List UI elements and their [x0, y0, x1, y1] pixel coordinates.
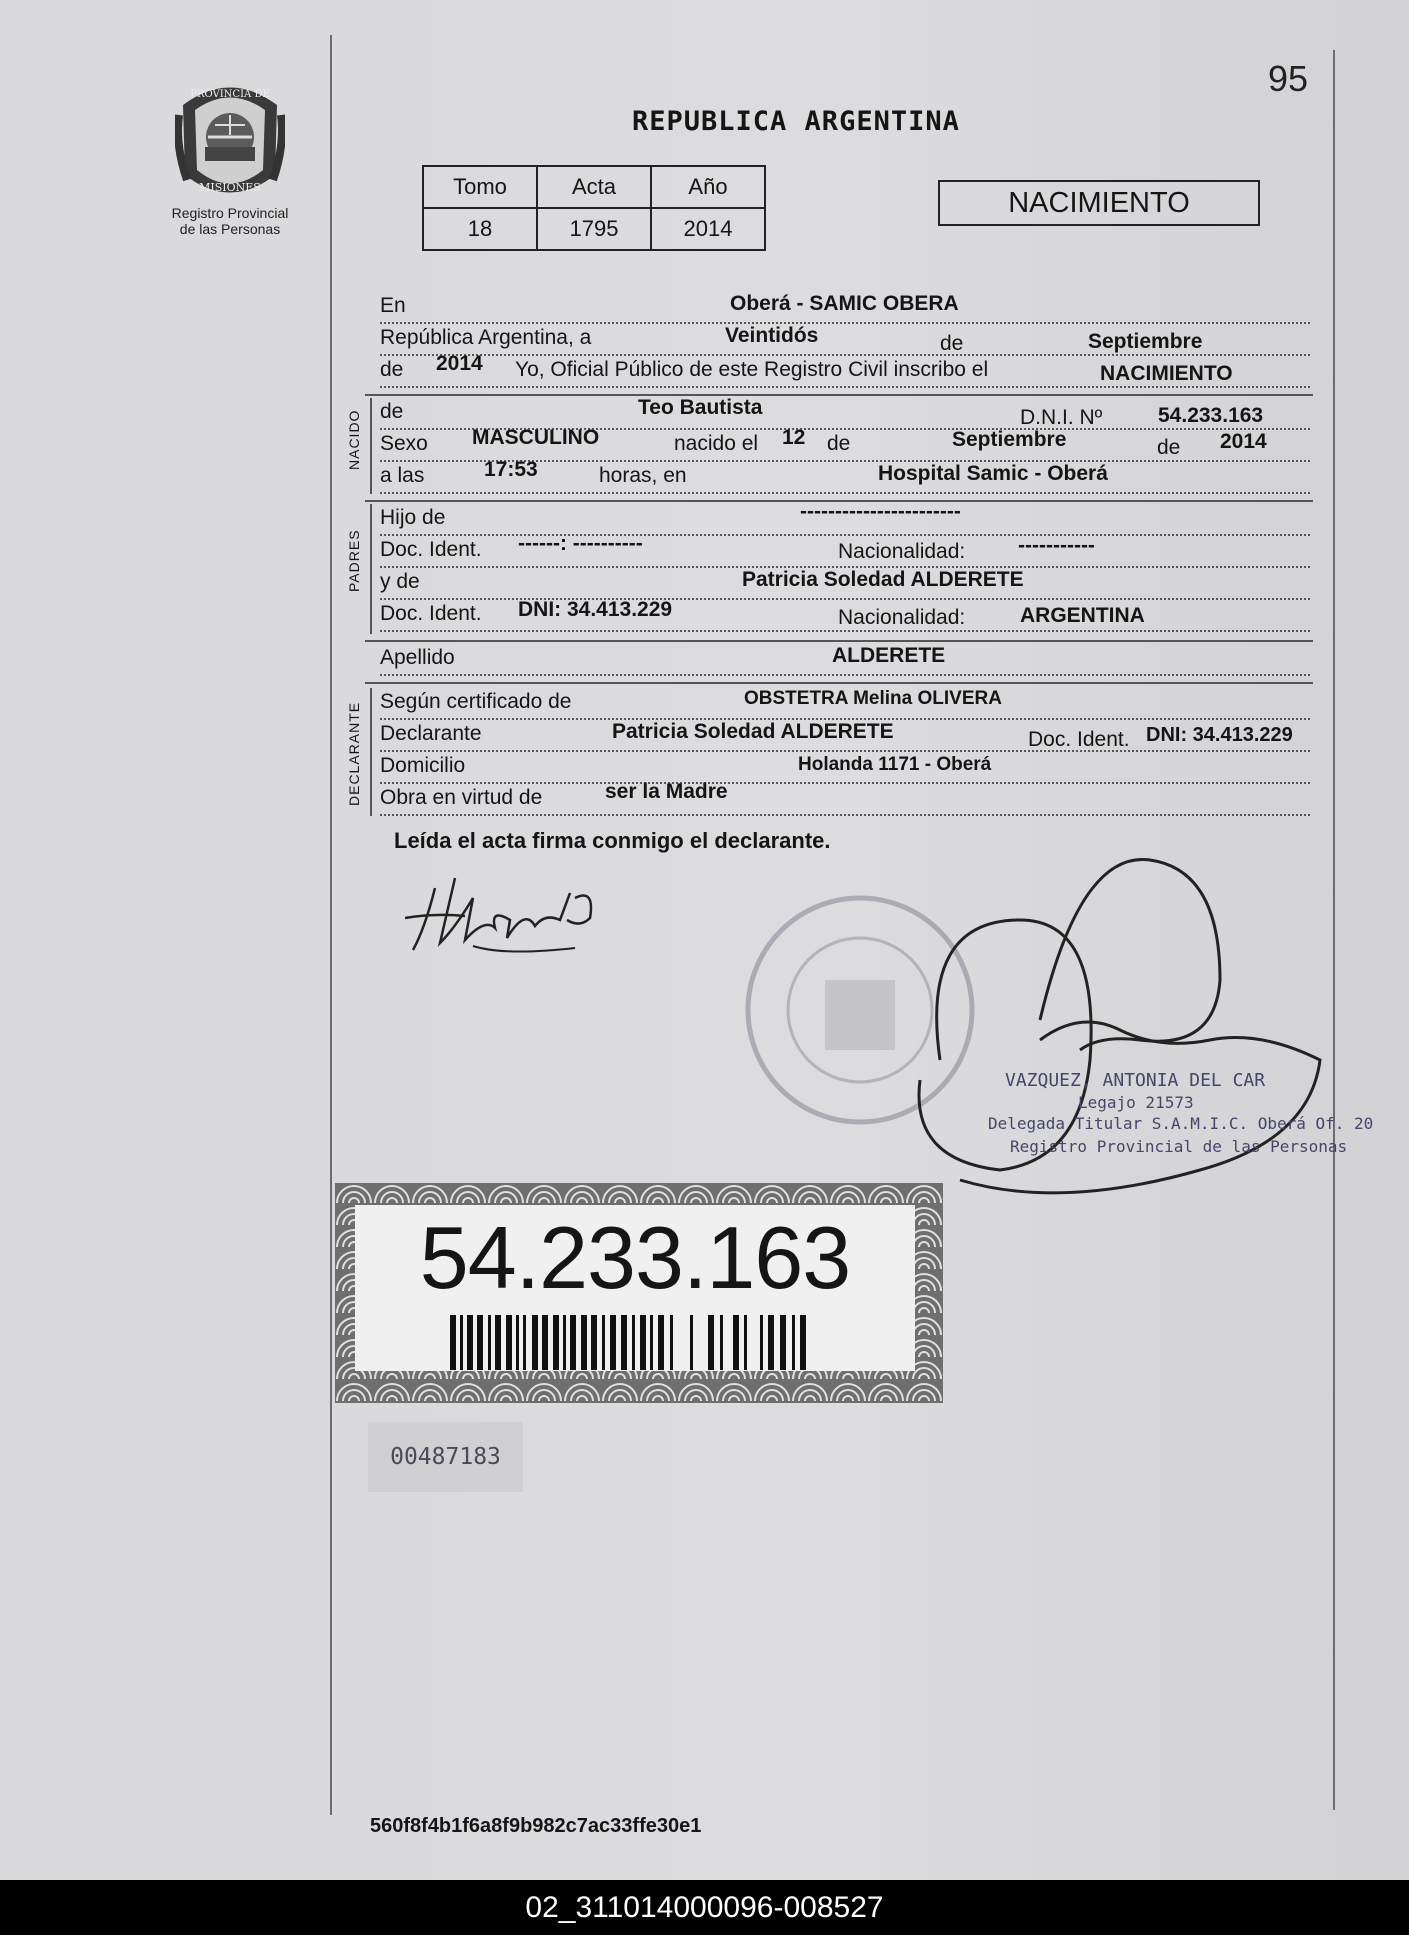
value-month: Septiembre: [1088, 330, 1203, 353]
label-apellido: Apellido: [380, 646, 455, 669]
label-republica: República Argentina, a: [380, 326, 592, 349]
country-title: REPUBLICA ARGENTINA: [632, 106, 960, 137]
value-sexo: MASCULINO: [472, 426, 600, 449]
label-doc1: Doc. Ident.: [380, 538, 482, 561]
label-declarante: Declarante: [380, 722, 482, 745]
row-certificado: [380, 688, 1310, 720]
section-label-nacido: NACIDO: [346, 409, 362, 470]
official-title: Delegada Titular S.A.M.I.C. Oberá Of. 20: [988, 1114, 1374, 1133]
row-hora: [380, 458, 1310, 494]
section-label-declarante: DECLARANTE: [346, 701, 362, 806]
label-de: de: [940, 332, 964, 355]
label-dni: D.N.I. Nº: [1020, 406, 1103, 429]
value-doc1: ------: ----------: [518, 532, 643, 555]
label-y-de: y de: [380, 570, 420, 593]
document-hash: 560f8f4b1f6a8f9b982c7ac33ffe30e1: [370, 1815, 702, 1837]
label-nacido-el: nacido el: [674, 432, 759, 455]
value-inscribo: NACIMIENTO: [1100, 362, 1233, 385]
svg-text:PROVINCIA DE: PROVINCIA DE: [190, 89, 270, 100]
table-value-tomo: 18: [423, 208, 537, 250]
value-day: Veintidós: [725, 324, 819, 347]
logo-caption-line2: de las Personas: [179, 221, 281, 237]
label-domicilio: Domicilio: [380, 754, 466, 777]
value-dni: 54.233.163: [1158, 404, 1264, 427]
label-de-year: de: [1157, 436, 1181, 459]
official-signature: [880, 840, 1340, 1220]
label-de-birth: de: [827, 432, 851, 455]
label-horas: horas, en: [599, 464, 687, 487]
footer-file-id: 02_311014000096-008527: [0, 1880, 1409, 1935]
official-registry: Registro Provincial de las Personas: [1010, 1137, 1348, 1156]
side-bar-padres: [370, 504, 372, 634]
serial-number: 00487183: [368, 1422, 523, 1492]
value-birth-day: 12: [782, 426, 806, 449]
value-declarante: Patricia Soledad ALDERETE: [612, 720, 894, 743]
row-doc2: [380, 600, 1310, 632]
barcode-inner-panel: [355, 1205, 915, 1371]
row-republica: [380, 324, 1310, 356]
value-father: -----------------------: [800, 500, 961, 523]
value-en: Oberá - SAMIC OBERA: [730, 292, 959, 315]
label-hijo-de: Hijo de: [380, 506, 446, 529]
row-apellido: [380, 644, 1310, 676]
value-nac2: ARGENTINA: [1020, 604, 1145, 627]
divider: [365, 682, 1313, 684]
value-birth-place: Hospital Samic - Oberá: [878, 462, 1108, 485]
table-header-acta: Acta: [537, 166, 651, 208]
divider: [365, 394, 1313, 396]
side-bar-declarante: [370, 688, 372, 816]
left-margin-line: [330, 35, 332, 1815]
row-obra: [380, 780, 1310, 816]
registry-logo: [160, 75, 300, 250]
value-nac1: -----------: [1018, 534, 1095, 557]
value-certificado: OBSTETRA Melina OLIVERA: [744, 688, 1002, 709]
value-birth-month: Septiembre: [952, 428, 1067, 451]
value-child-name: Teo Bautista: [638, 396, 763, 419]
row-doc1: [380, 532, 1310, 568]
divider: [365, 640, 1313, 642]
row-en: [380, 292, 1310, 324]
label-de2: de: [380, 358, 404, 381]
table-value-ano: 2014: [651, 208, 765, 250]
side-bar-nacido: [370, 398, 372, 494]
value-doc-declarante: DNI: 34.413.229: [1146, 724, 1293, 746]
label-obra: Obra en virtud de: [380, 786, 543, 809]
label-en: En: [380, 294, 406, 317]
row-year: [380, 352, 1310, 388]
province-seal-icon: [175, 75, 285, 205]
declarant-signature: [395, 858, 655, 958]
row-declarante: [380, 720, 1310, 752]
label-de-nacido: de: [380, 400, 404, 423]
value-doc2: DNI: 34.413.229: [518, 598, 673, 621]
table-header-ano: Año: [651, 166, 765, 208]
official-name: VAZQUEZ, ANTONIA DEL CAR: [1005, 1070, 1266, 1091]
official-legajo: Legajo 21573: [1078, 1093, 1194, 1112]
label-alas: a las: [380, 464, 425, 487]
label-nac1: Nacionalidad:: [838, 540, 966, 563]
label-sexo: Sexo: [380, 432, 428, 455]
value-birth-year: 2014: [1220, 430, 1267, 453]
record-type-box: NACIMIENTO: [938, 180, 1260, 226]
value-time: 17:53: [484, 458, 538, 481]
closing-statement: Leída el acta firma conmigo el declarante.: [394, 828, 831, 853]
svg-text:MISIONES: MISIONES: [199, 181, 261, 194]
tomo-acta-ano-table: [422, 165, 766, 251]
oficial-text: Yo, Oficial Público de este Registro Civil inscribo el: [515, 358, 989, 381]
barcode-number: 54.233.163: [419, 1208, 851, 1307]
table-value-acta: 1795: [537, 208, 651, 250]
label-doc-declarante: Doc. Ident.: [1028, 728, 1130, 751]
barcode-bars: [450, 1315, 820, 1370]
page-number: 95: [1268, 58, 1309, 99]
section-label-padres: PADRES: [346, 529, 362, 592]
label-doc2: Doc. Ident.: [380, 602, 482, 625]
label-nac2: Nacionalidad:: [838, 606, 966, 629]
value-domicilio: Holanda 1171 - Oberá: [798, 754, 992, 775]
barcode-label: [335, 1183, 943, 1403]
value-obra: ser la Madre: [605, 780, 728, 803]
table-header-tomo: Tomo: [423, 166, 537, 208]
label-certificado: Según certificado de: [380, 690, 572, 713]
logo-caption-line1: Registro Provincial: [171, 205, 289, 221]
row-domicilio: [380, 752, 1310, 784]
value-mother: Patricia Soledad ALDERETE: [742, 568, 1024, 591]
value-apellido: ALDERETE: [832, 644, 946, 667]
value-year: 2014: [436, 352, 483, 375]
row-y-de: [380, 568, 1310, 600]
